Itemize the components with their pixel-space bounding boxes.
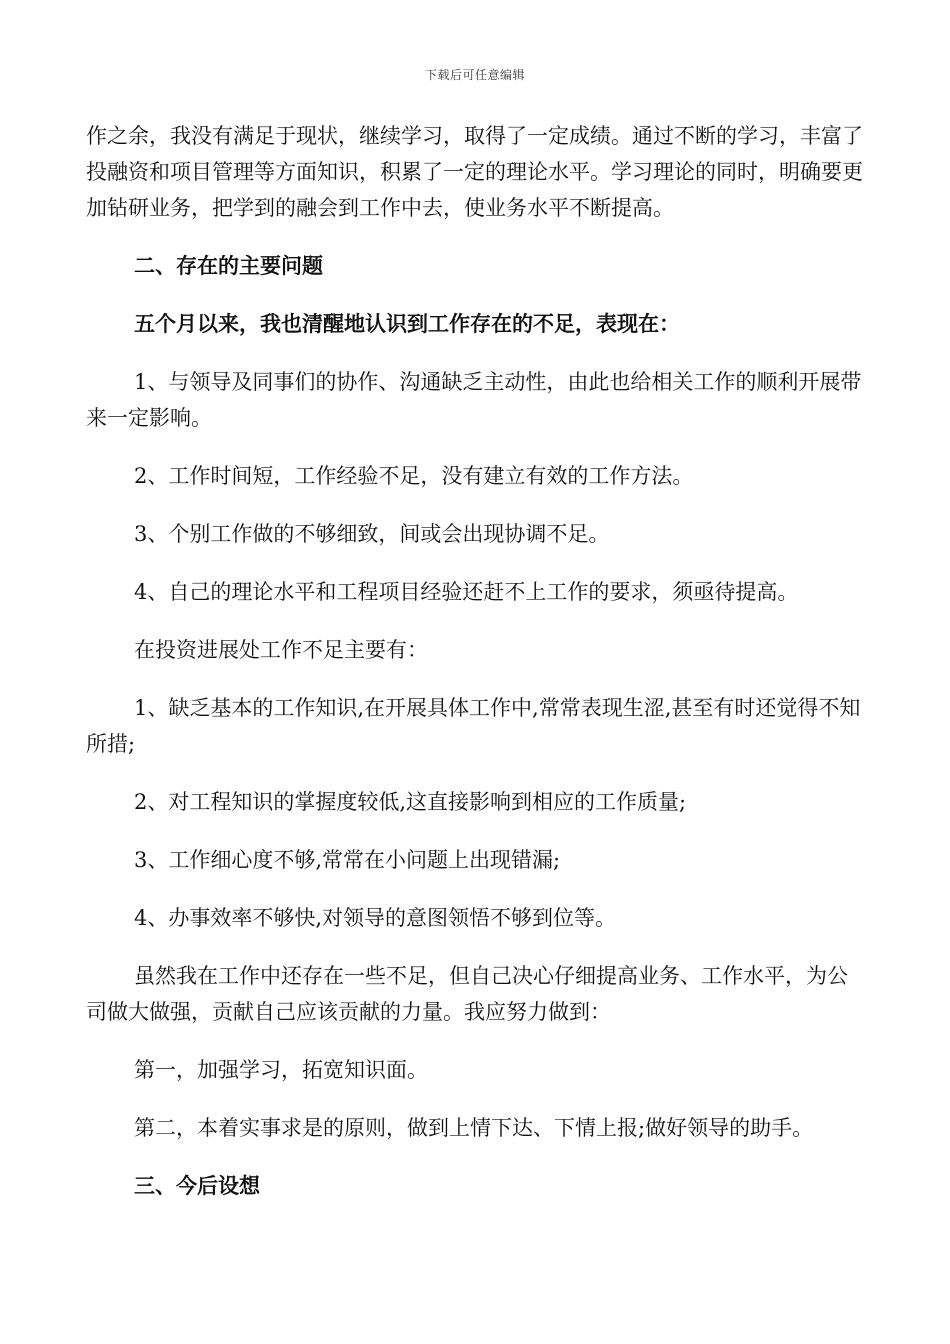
- paragraph-continued: 作之余，我没有满足于现状，继续学习，取得了一定成绩。通过不断的学习，丰富了投融资和项目管理等方面知识，积累了一定的理论水平。学习理论的同时，明确要更加钻研业务，把学到的融会到工作中去，使业务水平不断提高。: [86, 124, 863, 220]
- shortcoming-item-2: 2、对工程知识的掌握度较低,这直接影响到相应的工作质量;: [134, 790, 687, 814]
- commitment-second: 第二，本着实事求是的原则，做到上情下达、下情上报;做好领导的助手。: [134, 1116, 814, 1140]
- resolve-paragraph: 虽然我在工作中还存在一些不足，但自己决心仔细提高业务、工作水平，为公司做大做强，贡献自己应该贡献的力量。我应努力做到：: [86, 964, 848, 1024]
- problem-item-2: 2、工作时间短，工作经验不足，没有建立有效的工作方法。: [134, 464, 694, 488]
- shortcoming-item-3: 3、工作细心度不够,常常在小问题上出现错漏;: [134, 848, 561, 872]
- document-body: [86, 118, 866, 1204]
- commitment-first: 第一，加强学习，拓宽知识面。: [134, 1058, 428, 1082]
- problem-item-4: 4、自己的理论水平和工程项目经验还赶不上工作的要求，须亟待提高。: [134, 580, 799, 604]
- section-heading-3: 三、今后设想: [134, 1173, 260, 1198]
- problems-intro: 五个月以来，我也清醒地认识到工作存在的不足，表现在：: [134, 311, 680, 336]
- page-header-note: 下载后可任意编辑: [424, 68, 525, 82]
- problem-item-3: 3、个别工作做的不够细致，间或会出现协调不足。: [134, 522, 610, 546]
- shortcoming-item-1: 1、缺乏基本的工作知识,在开展具体工作中,常常表现生涩,甚至有时还觉得不知所措;: [86, 696, 861, 756]
- section-heading-2: 二、存在的主要问题: [134, 253, 323, 278]
- sub-intro: 在投资进展处工作不足主要有：: [134, 638, 428, 662]
- problem-item-1: 1、与领导及同事们的协作、沟通缺乏主动性，由此也给相关工作的顺利开展带来一定影响。: [86, 370, 862, 430]
- shortcoming-item-4: 4、办事效率不够快,对领导的意图领悟不够到位等。: [134, 906, 617, 930]
